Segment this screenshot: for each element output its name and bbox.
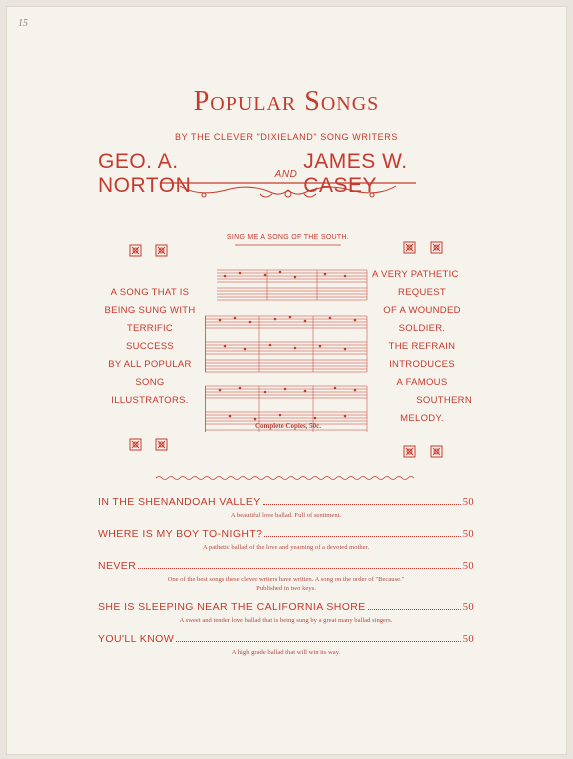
- song-price: 50: [462, 497, 474, 508]
- right-blurb: [372, 266, 472, 428]
- song-price: 50: [462, 634, 474, 645]
- wave-divider: [156, 474, 418, 482]
- song-description: Published in two keys.: [256, 585, 316, 592]
- right-blurb-line: OF A WOUNDED: [383, 305, 461, 316]
- ornament-icon: [430, 445, 443, 458]
- ornament-icon: [155, 244, 168, 257]
- song-item: [98, 528, 474, 552]
- left-blurb-line: A SONG THAT IS: [110, 287, 190, 298]
- corner-mark: 15: [18, 18, 28, 29]
- ornament-icon: [403, 241, 416, 254]
- right-blurb-line: A VERY PATHETIC: [372, 269, 459, 280]
- ornament-icon: [129, 438, 142, 451]
- music-sample-title: SING ME A SONG OF THE SOUTH.: [226, 234, 350, 241]
- right-blurb-line: A FAMOUS: [396, 377, 448, 388]
- song-item: [98, 633, 474, 657]
- song-name: YOU'LL KNOW: [98, 633, 175, 645]
- song-description: A high grade ballad that will win its way.: [231, 649, 341, 656]
- song-name: IN THE SHENANDOAH VALLEY: [98, 496, 261, 508]
- flourish-ornament: [160, 180, 416, 204]
- left-blurb: [94, 284, 206, 410]
- right-blurb-line: THE REFRAIN: [388, 341, 456, 352]
- right-blurb-line: INTRODUCES: [389, 359, 455, 370]
- writer-casey: JAMES W. CASEY: [303, 150, 408, 197]
- song-price: 50: [462, 529, 474, 540]
- song-list: [98, 496, 474, 665]
- song-name: WHERE IS MY BOY TO-NIGHT?: [98, 528, 263, 540]
- song-name: NEVER: [98, 560, 137, 572]
- song-line: [98, 633, 474, 645]
- writer-norton: GEO. A. NORTON: [98, 150, 192, 197]
- leader-dots: [176, 641, 461, 642]
- song-line: [98, 528, 474, 540]
- leader-dots: [368, 609, 461, 610]
- song-price: 50: [462, 561, 474, 572]
- song-item: [98, 496, 474, 520]
- song-item: [98, 601, 474, 625]
- ornament-icon: [403, 445, 416, 458]
- song-price: 50: [462, 602, 474, 613]
- writers-and: AND: [274, 168, 298, 180]
- ornament-icon: [155, 438, 168, 451]
- left-blurb-line: SONG: [135, 377, 165, 388]
- song-description: A sweet and tender love ballad that is being sung by a great many ballad singers.: [179, 617, 393, 624]
- page-title: Popular Songs: [193, 86, 380, 117]
- left-blurb-line: TERRIFIC: [126, 323, 174, 334]
- right-blurb-line: REQUEST: [397, 287, 447, 298]
- song-line: [98, 496, 474, 508]
- byline: BY THE CLEVER "DIXIELAND" SONG WRITERS: [175, 132, 398, 142]
- leader-dots: [263, 504, 461, 505]
- right-blurb-line: SOLDIER.: [398, 323, 446, 334]
- left-blurb-line: BY ALL POPULAR: [108, 359, 192, 370]
- left-blurb-line: BEING SUNG WITH: [104, 305, 196, 316]
- left-blurb-line: SUCCESS: [125, 341, 175, 352]
- left-blurb-line: ILLUSTRATORS.: [111, 395, 189, 406]
- song-line: [98, 601, 474, 613]
- ornament-icon: [430, 241, 443, 254]
- song-description: One of the best songs these clever writers have written. A song on the order of "Because.": [167, 576, 405, 583]
- song-description: A beautiful love ballad. Full of sentiment.: [230, 512, 342, 519]
- right-blurb-line: MELODY.: [400, 413, 444, 424]
- leader-dots: [264, 536, 460, 537]
- ornament-icon: [129, 244, 142, 257]
- complete-copies-price: Complete Copies, 50c.: [254, 422, 322, 430]
- song-line: [98, 560, 474, 572]
- leader-dots: [138, 568, 461, 569]
- song-description: A pathetic ballad of the love and yearning of a devoted mother.: [202, 544, 370, 551]
- song-name: SHE IS SLEEPING NEAR THE CALIFORNIA SHORE: [98, 601, 366, 613]
- right-blurb-line: SOUTHERN: [416, 395, 472, 406]
- sheet-music-image: [205, 232, 371, 432]
- song-item: [98, 560, 474, 593]
